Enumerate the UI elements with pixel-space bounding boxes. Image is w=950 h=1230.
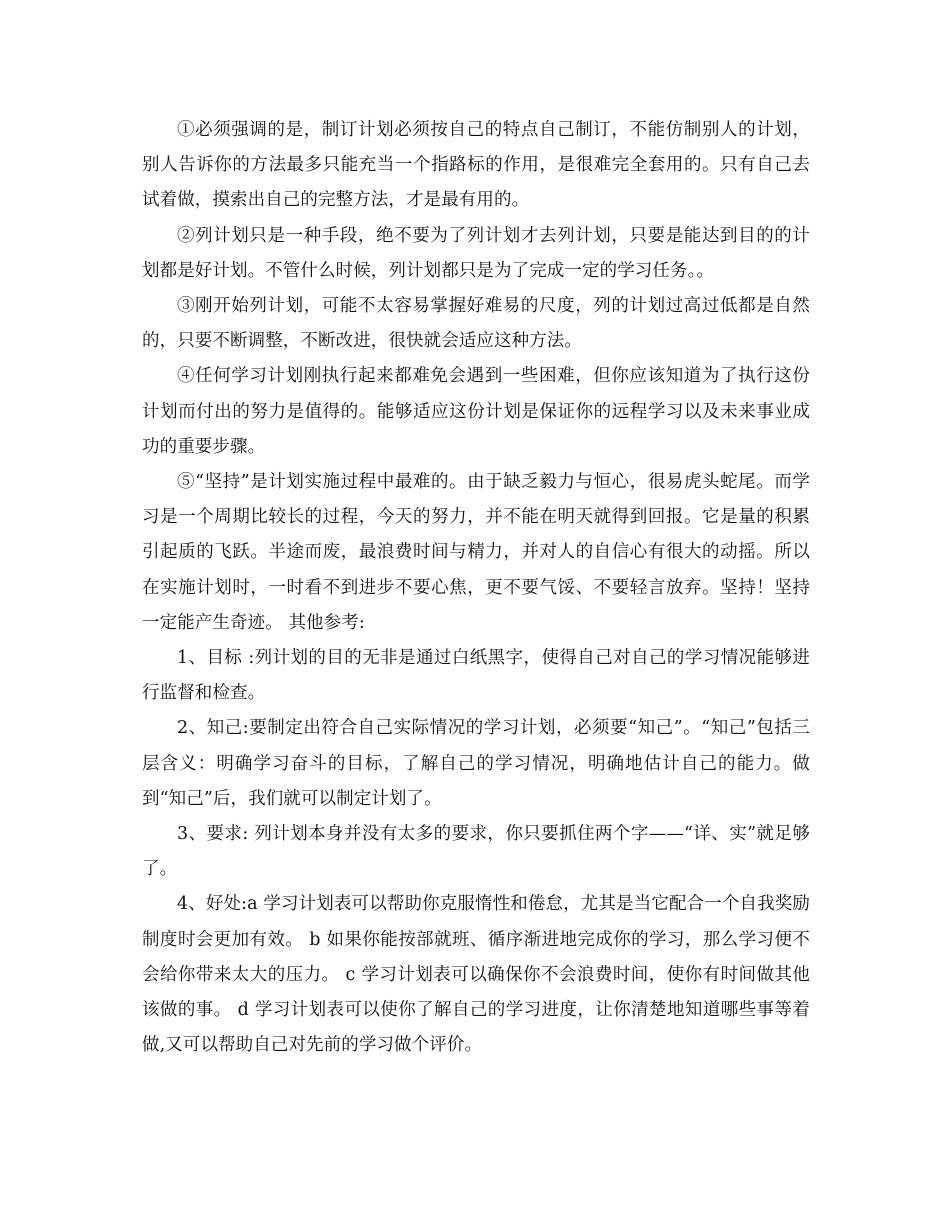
paragraph-2: ②列计划只是一种手段，绝不要为了列计划才去列计划，只要是能达到目的的计划都是好计划。不管什么时候，列计划都只是为了完成一定的学习任务。。 (142, 225, 810, 281)
paragraph-3: ③刚开始列计划，可能不太容易掌握好难易的尺度，列的计划过高过低都是自然的，只要不断调整，不断改进，很快就会适应这种方法。 (142, 296, 810, 352)
paragraph-1: ①必须强调的是，制订计划必须按自己的特点自己制订，不能仿制别人的计划，别人告诉你的方法最多只能充当一个指路标的作用，是很难完全套用的。只有自己去试着做，摸索出自己的完整方法，才是最有用的。 (142, 120, 810, 211)
paragraph-5: ⑤“坚持”是计划实施过程中最难的。由于缺乏毅力与恒心，很易虎头蛇尾。而学习是一个周期比较长的过程，今天的努力，并不能在明天就得到回报。它是量的积累引起质的飞跃。半途而废，最浪费时间与精力，并对人的自信心有很大的动摇。所以在实施计划时，一时看不到进步不要心焦，更不要气馁、不要轻言放弃。坚持！坚持一定能产生奇迹。 其他参考: (142, 472, 810, 633)
paragraph-7: 2、知己:要制定出符合自己实际情况的学习计划，必须要“知己”。“知己”包括三层含义：明确学习奋斗的目标，了解自己的学习情况，明确地估计自己的能力。做到“知己”后，我们就可以制定计划了。 (142, 718, 810, 809)
paragraph-8: 3、要求: 列计划本身并没有太多的要求，你只要抓住两个字——“详、实”就足够了。 (142, 824, 810, 880)
paragraph-9: 4、好处:a 学习计划表可以帮助你克服惰性和倦怠，尤其是当它配合一个自我奖励制度时会更加有效。 b 如果你能按部就班、循序渐进地完成你的学习，那么学习便不会给你带来太大的压力。 c 学习计划表可以确保你不会浪费时间，使你有时间做其他该做的事。 d 学习计划表可以使你了解自己的学习进度，让你清楚地知道哪些事等着做,又可以帮助自己对先前的学习做个评价。 (142, 894, 810, 1056)
paragraph-4: ④任何学习计划刚执行起来都难免会遇到一些困难，但你应该知道为了执行这份计划而付出的努力是值得的。能够适应这份计划是保证你的远程学习以及未来事业成功的重要步骤。 (142, 366, 810, 457)
paragraph-6: 1、目标 :列计划的目的无非是通过白纸黑字，使得自己对自己的学习情况能够进行监督和检查。 (142, 648, 810, 704)
document-body (142, 113, 810, 1063)
